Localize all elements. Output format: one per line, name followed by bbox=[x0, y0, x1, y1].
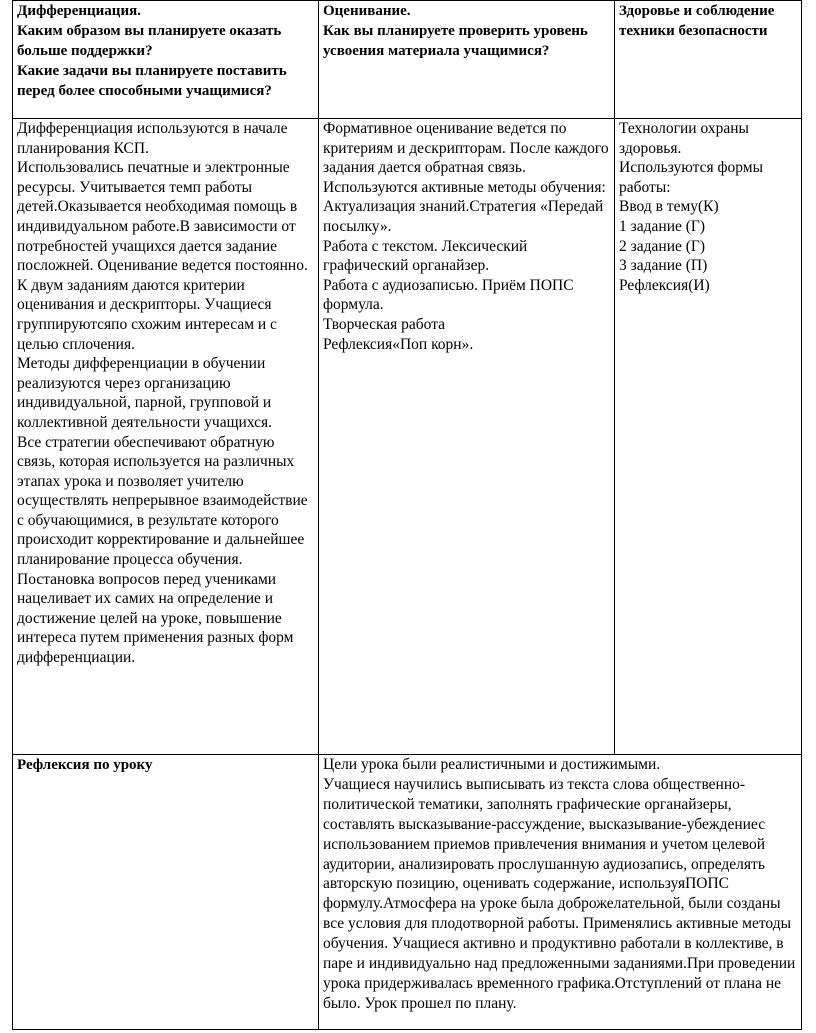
reflection-text: Цели урока были реалистичными и достижимыми. Учащиеся научились выписывать из текста слова общественно-политической тематики, заполнять графические органайзеры, составлять высказывание-рассуждение, высказывание-убеждениес использованием приемов привлечения внимания и учетом целевой аудитории, анализировать прослушанную аудиозапись, определять авторскую позицию, оценивать содержание, используяПОПС формулу.Атмосфера на уроке была доброжелательной, были созданы все условия для плодотворной работы. Применялись активные методы обучения. Учащиеся активно и продуктивно работали в коллективе, в паре и индивидуально над предложенными заданиями.При проведении урока придерживалась временного графика.Отступлений от плана не было. Урок прошел по плану. bbox=[319, 755, 802, 1030]
header-assessment: Оценивание. Как вы планируете проверить уровень усвоения материала учащимися? bbox=[319, 1, 615, 119]
content-health-safety: Технологии охраны здоровья. Используются формы работы: Ввод в тему(К) 1 задание (Г) 2 задание (Г) 3 задание (П) Рефлексия(И) bbox=[615, 119, 802, 755]
header-row bbox=[13, 1, 802, 119]
lesson-plan-table bbox=[12, 0, 802, 1030]
content-assessment: Формативное оценивание ведется по критериям и дескрипторам. После каждого задания дается обратная связь. Используются активные методы обучения: Актуализация знаний.Стратегия «Передай посылку». Работа с текстом. Лексический графический органайзер. Работа с аудиозаписью. Приём ПОПС формула. Творческая работа Рефлексия«Поп корн». bbox=[319, 119, 615, 755]
header-differentiation: Дифференциация. Каким образом вы планируете оказать больше поддержки? Какие задачи вы планируете поставить перед более способными учащимися? bbox=[13, 1, 319, 119]
content-differentiation: Дифференциация используются в начале планирования КСП. Использовались печатные и электронные ресурсы. Учитывается темп работы детей.Оказывается необходимая помощь в индивидуальном работе.В зависимости от потребностей учащихся дается задание посложней. Оценивание ведется постоянно. К двум заданиям даются критерии оценивания и дескрипторы. Учащиеся группируютсяпо схожим интересам и с целью сплочения. Методы дифференциации в обучении реализуются через организацию индивидуальной, парной, групповой и коллективной деятельности учащихся. Все стратегии обеспечивают обратную связь, которая используется на различных этапах урока и позволяет учителю осуществлять непрерывное взаимодействие с обучающимися, в результате которого происходит корректирование и дальнейшее планирование процесса обучения. Постановка вопросов перед учениками нацеливает их самих на определение и достижение целей на уроке, повышение интереса путем применения разных форм дифференциации. bbox=[13, 119, 319, 755]
header-health-safety: Здоровье и соблюдение техники безопасности bbox=[615, 1, 802, 119]
reflection-row bbox=[13, 755, 802, 1030]
reflection-label: Рефлексия по уроку bbox=[13, 755, 319, 1030]
content-row bbox=[13, 119, 802, 755]
